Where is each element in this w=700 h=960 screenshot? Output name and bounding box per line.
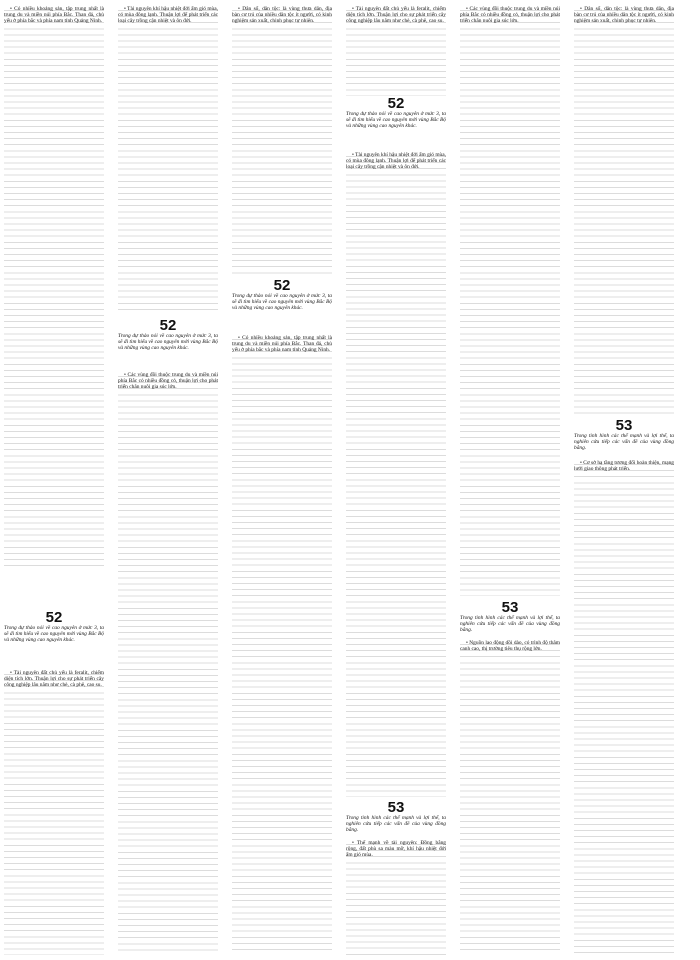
paragraph: • Dân số, dân tộc: là vùng thưa dân, địa bàn cư trú của nhiều dân tộc ít người, có kinh nghiệm sản xuất, chinh phục tự nhiên. — [232, 6, 332, 25]
paragraph: • Có nhiều khoảng sản, tập trung nhất là trung du và miền núi phía Bắc. Than đá, chủ yếu ở phía bắc và phía nam tỉnh Quảng Ninh. — [232, 335, 332, 354]
paragraph: • Tài nguyên đất chủ yếu là feralit, chiếm diện tích lớn. Thuận lợi cho sự phát triển cây công nghiệp lâu năm như chè, cà phê, cao su. — [346, 6, 446, 25]
paragraph: • Dân số, dân tộc: là vùng thưa dân, địa bàn cư trú của nhiều dân tộc ít người, có kinh nghiệm sản xuất, chinh phục tự nhiên. — [574, 6, 674, 25]
paragraph: • Thế mạnh về tài nguyên: Đồng bằng rộng, đất phù sa màu mỡ, khí hậu nhiệt đới ẩm gió mùa. — [346, 840, 446, 859]
article-53-block-a — [346, 800, 446, 833]
text-column-1 — [4, 6, 104, 566]
paragraph: • Tài nguyên khí hậu nhiệt đới ẩm gió mùa, có mùa đông lạnh. Thuận lợi để phát triển các loại cây trồng cận nhiệt và ôn đới. — [346, 152, 446, 171]
article-52-block-d — [346, 96, 446, 129]
paragraph: • Các vùng đồi thuộc trung du và miền núi phía Bắc có nhiều đồng cỏ, thuận lợi cho phát triển chăn nuôi gia súc lớn. — [460, 6, 560, 25]
article-53-block-c — [574, 418, 674, 451]
article-52-block-a — [4, 610, 104, 643]
text-column-6 — [574, 6, 674, 416]
section-header: Trong dự thảo nói về cao nguyên ở mức 3, ta sẽ đi tìm hiểu về cao nguyên mới vùng Bắc Bộ và những vùng cao nguyên khác. — [346, 111, 446, 130]
section-header: Trong dự thảo nói về cao nguyên ở mức 3, ta sẽ đi tìm hiểu về cao nguyên mới vùng Bắc Bộ và những vùng cao nguyên khác. — [232, 293, 332, 312]
section-number: 53 — [615, 418, 633, 434]
section-number: 52 — [387, 96, 405, 112]
paragraph: • Có nhiều khoảng sản, tập trung nhất là trung du và miền núi phía Bắc. Than đá, chủ yếu ở phía bắc và phía nam tỉnh Quảng Ninh. — [4, 6, 104, 25]
text-column-2 — [118, 6, 218, 311]
paragraph: • Cơ sở hạ tầng tương đối hoàn thiện, mạng lưới giao thông phát triển. — [574, 460, 674, 473]
text-column-5b — [460, 640, 560, 955]
section-number: 52 — [159, 318, 177, 334]
article-52-block-b — [118, 318, 218, 351]
text-column-1b — [4, 670, 104, 955]
section-number: 52 — [45, 610, 63, 626]
text-column-6b — [574, 460, 674, 955]
section-header: Trong tình hình các thế mạnh và lợi thế, ta nghiên cứu tiếp các vấn đề của vùng đồng bằng. — [460, 615, 560, 634]
article-52-block-c — [232, 278, 332, 311]
text-column-3 — [232, 6, 332, 276]
section-header: Trong dự thảo nói về cao nguyên ở mức 3, ta sẽ đi tìm hiểu về cao nguyên mới vùng Bắc Bộ và những vùng cao nguyên khác. — [4, 625, 104, 644]
paragraph: • Các vùng đồi thuộc trung du và miền núi phía Bắc có nhiều đồng cỏ, thuận lợi cho phát triển chăn nuôi gia súc lớn. — [118, 372, 218, 391]
section-number: 53 — [501, 600, 519, 616]
section-number: 53 — [387, 800, 405, 816]
section-header: Trong tình hình các thế mạnh và lợi thế, ta nghiên cứu tiếp các vấn đề của vùng đồng bằng. — [346, 815, 446, 834]
paragraph: • Tài nguyên khí hậu nhiệt đới ẩm gió mùa, có mùa đông lạnh. Thuận lợi để phát triển các loại cây trồng cận nhiệt và ôn đới. — [118, 6, 218, 25]
paragraph: • Nguồn lao động dồi dào, có trình độ thâm canh cao, thị trường tiêu thụ rộng lớn. — [460, 640, 560, 653]
section-number: 52 — [273, 278, 291, 294]
text-column-2b — [118, 372, 218, 955]
section-header: Trong dự thảo nói về cao nguyên ở mức 3, ta sẽ đi tìm hiểu về cao nguyên mới vùng Bắc Bộ và những vùng cao nguyên khác. — [118, 333, 218, 352]
text-column-4c — [346, 840, 446, 955]
text-column-4 — [346, 6, 446, 96]
paragraph: • Tài nguyên đất chủ yếu là feralit, chiếm diện tích lớn. Thuận lợi cho sự phát triển cây công nghiệp lâu năm như chè, cà phê, cao su. — [4, 670, 104, 689]
text-column-4b — [346, 152, 446, 797]
section-header: Trong tình hình các thế mạnh và lợi thế, ta nghiên cứu tiếp các vấn đề của vùng đồng bằng. — [574, 433, 674, 452]
article-53-block-b — [460, 600, 560, 633]
text-column-5 — [460, 6, 560, 596]
text-column-3b — [232, 335, 332, 955]
